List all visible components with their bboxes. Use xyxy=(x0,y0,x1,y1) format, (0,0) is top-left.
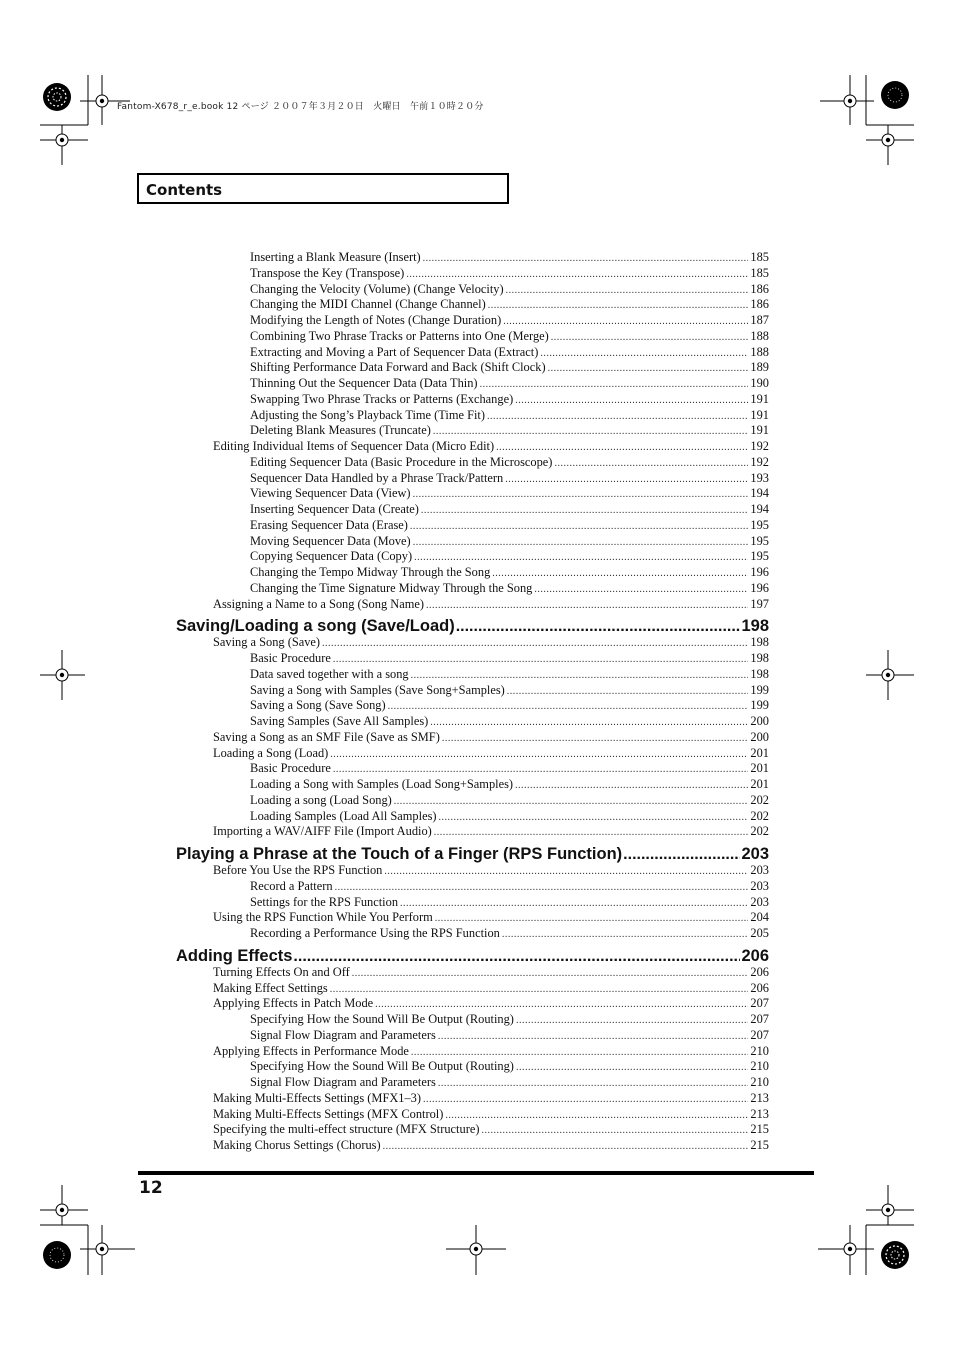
toc-entry-page: 198 xyxy=(750,651,769,665)
toc-entry[interactable] xyxy=(250,454,769,470)
toc-entry-title: Specifying How the Sound Will Be Output (Routing) xyxy=(250,1012,514,1026)
toc-entry-title: Turning Effects On and Off xyxy=(213,964,350,979)
dot-leader xyxy=(502,927,749,943)
toc-entry-page: 185 xyxy=(750,250,769,264)
toc-entry[interactable] xyxy=(213,1090,769,1106)
toc-entry-page: 195 xyxy=(750,517,769,532)
toc-entry-title: Inserting Sequencer Data (Create) xyxy=(250,502,419,516)
toc-entry[interactable] xyxy=(213,438,769,454)
toc-entry[interactable] xyxy=(213,980,769,996)
print-header-info: Fantom-X678_r_e.book 12 ページ ２００７年３月２０日 火曜日 午前１０時２０分 xyxy=(117,102,484,112)
toc-entry-page: 192 xyxy=(750,454,769,469)
toc-entry[interactable] xyxy=(250,548,769,564)
toc-entry-page: 195 xyxy=(750,549,769,564)
toc-entry-page: 186 xyxy=(750,281,769,296)
toc-entry-page: 198 xyxy=(750,635,769,650)
toc-entry[interactable] xyxy=(250,776,769,792)
toc-entry-page: 193 xyxy=(750,470,769,485)
toc-entry-title: Modifying the Length of Notes (Change Duration) xyxy=(250,313,502,327)
toc-entry-page: 207 xyxy=(750,1012,769,1026)
toc-entry[interactable] xyxy=(250,894,769,910)
toc-entry[interactable] xyxy=(250,564,769,580)
toc-entry-page: 210 xyxy=(750,1075,769,1089)
toc-entry[interactable] xyxy=(213,964,769,980)
toc-entry[interactable] xyxy=(213,1121,769,1137)
toc-entry[interactable] xyxy=(213,596,769,612)
toc-entry-page: 202 xyxy=(750,808,769,823)
toc-entry-page: 188 xyxy=(750,344,769,359)
toc-entry-page: 213 xyxy=(750,1106,769,1121)
toc-entry-title: Basic Procedure xyxy=(250,651,331,665)
toc-entry-title: Deleting Blank Measures (Truncate) xyxy=(250,423,431,438)
toc-entry-page: 203 xyxy=(750,878,769,893)
toc-entry[interactable] xyxy=(250,328,769,344)
toc-entry-title: Erasing Sequencer Data (Erase) xyxy=(250,517,408,532)
toc-entry[interactable] xyxy=(250,533,769,549)
dot-leader xyxy=(383,1139,749,1155)
toc-entry-page: 207 xyxy=(750,1027,769,1042)
toc-entry-page: 203 xyxy=(750,894,769,909)
toc-entry-page: 206 xyxy=(750,964,769,979)
toc-entry-page: 213 xyxy=(750,1090,769,1105)
toc-entry-title: Loading Samples (Load All Samples) xyxy=(250,808,437,823)
toc-entry-page: 200 xyxy=(750,714,769,728)
toc-entry-title: Recording a Performance Using the RPS Function xyxy=(250,926,500,940)
toc-entry-page: 187 xyxy=(750,313,769,327)
section-title-box xyxy=(137,173,509,204)
toc-entry-page: 185 xyxy=(750,265,769,280)
toc-entry-title: Assigning a Name to a Song (Song Name) xyxy=(213,596,424,611)
toc-entry-title: Moving Sequencer Data (Move) xyxy=(250,533,411,548)
toc-entry-page: 199 xyxy=(750,698,769,713)
toc-entry-title: Thinning Out the Sequencer Data (Data Thin) xyxy=(250,376,478,390)
toc-entry-title: Using the RPS Function While You Perform xyxy=(213,910,433,925)
toc-entry-page: 205 xyxy=(750,926,769,940)
dot-leader xyxy=(426,598,748,614)
toc-entry-page: 191 xyxy=(750,391,769,406)
toc-entry[interactable] xyxy=(250,344,769,360)
toc-entry[interactable] xyxy=(213,745,769,761)
toc-entry-page: 192 xyxy=(750,439,769,453)
toc-entry-title: Signal Flow Diagram and Parameters xyxy=(250,1027,436,1042)
toc-entry[interactable] xyxy=(250,281,769,297)
toc-entry-page: 210 xyxy=(750,1043,769,1058)
toc-entry[interactable] xyxy=(250,501,769,517)
toc-entry[interactable] xyxy=(250,407,769,423)
toc-entry-title: Copying Sequencer Data (Copy) xyxy=(250,549,413,564)
toc-entry-title: Changing the Time Signature Midway Through the Song xyxy=(250,580,533,595)
toc-entry-page: 202 xyxy=(750,792,769,807)
toc-entry[interactable] xyxy=(250,470,769,486)
toc-entry[interactable] xyxy=(213,634,769,650)
toc-entry[interactable] xyxy=(250,808,769,824)
toc-entry-page: 198 xyxy=(750,666,769,681)
toc-entry-title: Saving a Song with Samples (Save Song+Samples) xyxy=(250,682,505,697)
toc-entry-page: 197 xyxy=(750,596,769,611)
toc-entry-page: 186 xyxy=(750,297,769,312)
toc-entry-title: Specifying How the Sound Will Be Output (Routing) xyxy=(250,1059,514,1074)
toc-entry[interactable] xyxy=(213,1106,769,1122)
toc-entry[interactable] xyxy=(250,485,769,501)
toc-entry[interactable] xyxy=(250,878,769,894)
footer-rule xyxy=(138,1171,814,1175)
toc-entry-title: Specifying the multi-effect structure (MFX Structure) xyxy=(213,1122,480,1137)
toc-entry-title: Saving/Loading a song (Save/Load) xyxy=(176,617,455,636)
toc-entry[interactable] xyxy=(213,823,769,839)
toc-entry[interactable] xyxy=(250,1011,769,1027)
toc-entry-title: Saving a Song as an SMF File (Save as SMF) xyxy=(213,729,440,744)
toc-entry[interactable] xyxy=(213,729,769,745)
toc-entry-title: Making Multi-Effects Settings (MFX Control) xyxy=(213,1106,444,1121)
toc-entry[interactable] xyxy=(250,1027,769,1043)
toc-entry[interactable] xyxy=(250,517,769,533)
toc-entry-page: 203 xyxy=(750,863,769,877)
toc-entry-title: Saving a Song (Save) xyxy=(213,635,321,650)
toc-entry[interactable] xyxy=(250,760,769,776)
page-number: 12 xyxy=(139,1178,163,1198)
toc-entry[interactable] xyxy=(250,1074,769,1090)
toc-entry-title: Loading a song (Load Song) xyxy=(250,792,392,807)
toc-entry-page: 201 xyxy=(750,777,769,791)
toc-entry[interactable] xyxy=(213,1043,769,1059)
toc-entry[interactable] xyxy=(250,249,769,265)
toc-entry[interactable] xyxy=(250,580,769,596)
toc-entry-page: 199 xyxy=(750,682,769,697)
toc-entry-title: Making Multi-Effects Settings (MFX1–3) xyxy=(213,1090,421,1105)
toc-entry-title: Inserting a Blank Measure (Insert) xyxy=(250,250,421,264)
toc-entry-page: 204 xyxy=(750,910,769,925)
toc-chapter-entry[interactable] xyxy=(176,946,769,966)
toc-entry-title: Shifting Performance Data Forward and Back (Shift Clock) xyxy=(250,360,546,375)
toc-entry-title: Signal Flow Diagram and Parameters xyxy=(250,1075,436,1089)
toc-entry[interactable] xyxy=(250,697,769,713)
section-title: Contents xyxy=(146,181,223,199)
toc-entry-title: Loading a Song with Samples (Load Song+Samples) xyxy=(250,777,514,791)
toc-entry-page: 191 xyxy=(750,423,769,438)
toc-entry-page: 190 xyxy=(750,376,769,390)
toc-entry-title: Sequencer Data Handled by a Phrase Track/Pattern xyxy=(250,470,504,485)
toc-entry-title: Applying Effects in Performance Mode xyxy=(213,1043,409,1058)
toc-entry-page: 215 xyxy=(750,1138,769,1152)
toc-entry-title: Editing Individual Items of Sequencer Data (Micro Edit) xyxy=(213,439,495,453)
toc-entry-page: 215 xyxy=(750,1122,769,1137)
toc-entry[interactable] xyxy=(250,265,769,281)
toc-entry[interactable] xyxy=(250,422,769,438)
toc-entry-title: Viewing Sequencer Data (View) xyxy=(250,486,411,501)
toc-entry-page: 196 xyxy=(750,565,769,579)
toc-entry[interactable] xyxy=(213,862,769,878)
toc-entry[interactable] xyxy=(250,682,769,698)
toc-entry-title: Playing a Phrase at the Touch of a Finger (RPS Function) xyxy=(176,845,623,863)
toc-entry[interactable] xyxy=(250,391,769,407)
toc-entry[interactable] xyxy=(250,666,769,682)
toc-entry-page: 195 xyxy=(750,533,769,548)
toc-entry-title: Record a Pattern xyxy=(250,878,333,893)
toc-entry-title: Editing Sequencer Data (Basic Procedure in the Microscope) xyxy=(250,454,553,469)
toc-entry[interactable] xyxy=(250,650,769,666)
toc-entry[interactable] xyxy=(250,1058,769,1074)
toc-chapter-entry[interactable] xyxy=(176,616,769,636)
toc-entry[interactable] xyxy=(213,909,769,925)
toc-entry-page: 196 xyxy=(750,580,769,595)
toc-entry-page: 198 xyxy=(741,617,769,636)
toc-entry[interactable] xyxy=(250,792,769,808)
toc-entry-title: Adding Effects xyxy=(176,946,293,965)
toc-entry-page: 200 xyxy=(750,729,769,744)
toc-entry-page: 188 xyxy=(750,328,769,343)
toc-entry-title: Applying Effects in Patch Mode xyxy=(213,996,374,1011)
toc-entry-page: 206 xyxy=(741,946,769,965)
toc-entry-page: 203 xyxy=(741,845,769,863)
toc-entry-title: Adjusting the Song’s Playback Time (Time Fit) xyxy=(250,407,485,422)
toc-entry-page: 207 xyxy=(750,996,769,1011)
toc-entry-title: Saving Samples (Save All Samples) xyxy=(250,714,429,728)
toc-entry-page: 201 xyxy=(750,761,769,776)
toc-chapter-entry[interactable] xyxy=(176,844,769,864)
toc-entry-title: Extracting and Moving a Part of Sequencer Data (Extract) xyxy=(250,344,539,359)
toc-entry[interactable] xyxy=(250,925,769,941)
toc-entry[interactable] xyxy=(250,713,769,729)
toc-entry-title: Importing a WAV/AIFF File (Import Audio) xyxy=(213,824,432,839)
toc-entry[interactable] xyxy=(250,359,769,375)
toc-entry-title: Transpose the Key (Transpose) xyxy=(250,265,405,280)
toc-entry-title: Changing the Velocity (Volume) (Change Velocity) xyxy=(250,281,504,296)
toc-entry-title: Making Effect Settings xyxy=(213,980,328,995)
toc-entry[interactable] xyxy=(250,312,769,328)
toc-entry-page: 202 xyxy=(750,824,769,839)
toc-entry-title: Basic Procedure xyxy=(250,761,331,776)
toc-entry-page: 194 xyxy=(750,502,769,516)
toc-entry[interactable] xyxy=(213,1137,769,1153)
toc-entry-title: Data saved together with a song xyxy=(250,666,409,681)
toc-entry-title: Before You Use the RPS Function xyxy=(213,863,383,877)
toc-entry-page: 210 xyxy=(750,1059,769,1074)
toc-entry-title: Swapping Two Phrase Tracks or Patterns (Exchange) xyxy=(250,391,514,406)
toc-entry-title: Making Chorus Settings (Chorus) xyxy=(213,1138,381,1152)
toc-entry-title: Changing the Tempo Midway Through the Song xyxy=(250,565,491,579)
toc-entry-title: Changing the MIDI Channel (Change Channel) xyxy=(250,297,486,312)
toc-entry[interactable] xyxy=(250,375,769,391)
toc-entry-page: 191 xyxy=(750,407,769,422)
toc-entry-title: Saving a Song (Save Song) xyxy=(250,698,386,713)
toc-entry-title: Combining Two Phrase Tracks or Patterns into One (Merge) xyxy=(250,328,549,343)
toc-entry[interactable] xyxy=(213,995,769,1011)
toc-entry-page: 201 xyxy=(750,745,769,760)
toc-entry-title: Settings for the RPS Function xyxy=(250,894,399,909)
toc-entry-page: 189 xyxy=(750,360,769,375)
toc-entry-page: 206 xyxy=(750,980,769,995)
toc-entry-page: 194 xyxy=(750,486,769,501)
dot-leader xyxy=(434,825,749,841)
toc-entry[interactable] xyxy=(250,296,769,312)
toc-entry-title: Loading a Song (Load) xyxy=(213,745,329,760)
